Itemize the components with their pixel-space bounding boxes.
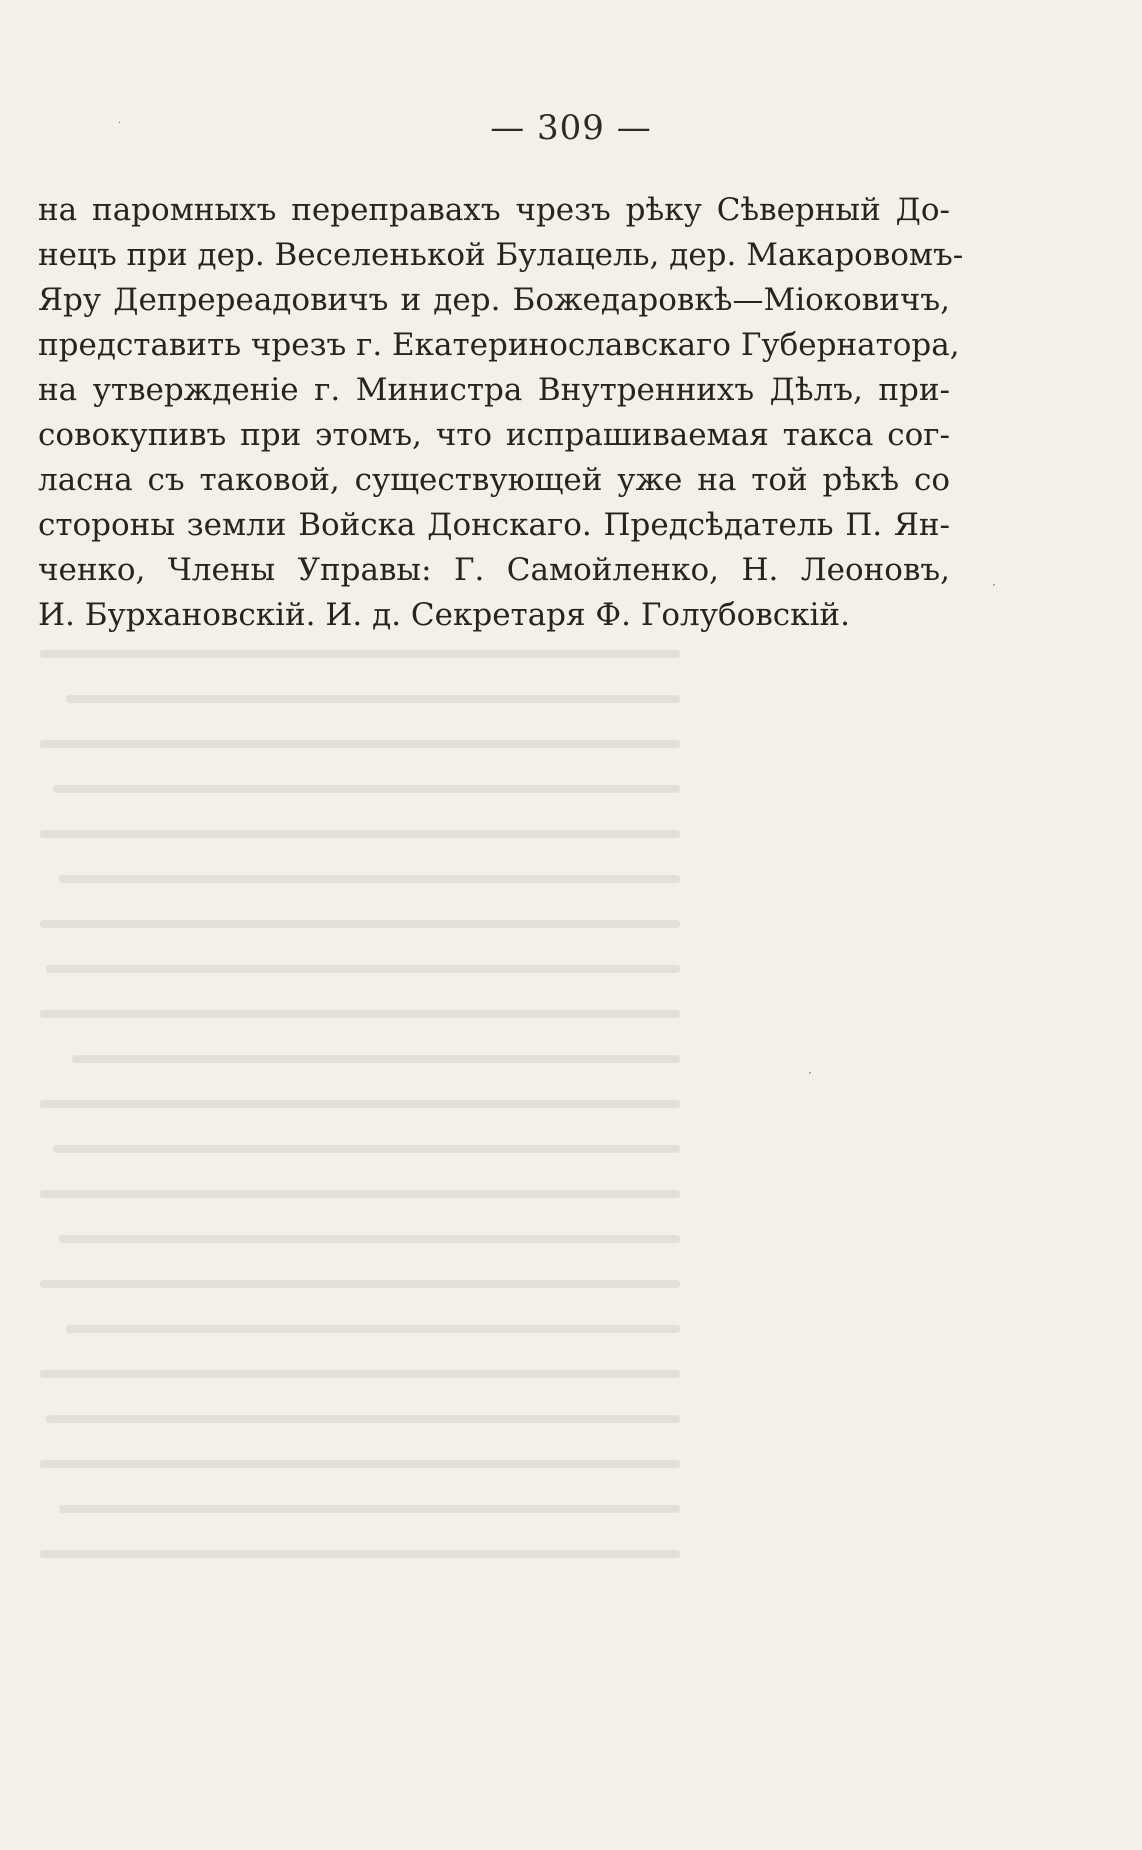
text-line: нецъ при дер. Веселенькой Булацель, дер. Макаровомъ-	[38, 237, 964, 273]
text-line: на паромныхъ переправахъ чрезъ рѣку Сѣверный До-	[38, 192, 950, 228]
text-line: представить чрезъ г. Екатеринославскаго Губернатора,	[38, 327, 960, 363]
paper-speck: ·	[992, 578, 996, 592]
text-line: И. Бурхановскій. И. д. Секретаря Ф. Голубовскій.	[38, 597, 850, 633]
text-line: ласна съ таковой, существующей уже на той рѣкѣ со	[38, 462, 950, 498]
body-text	[38, 188, 964, 638]
page-number: — 309 —	[490, 108, 652, 148]
paper-speck: ·	[118, 118, 122, 129]
text-line: стороны земли Войска Донскаго. Предсѣдатель П. Ян-	[38, 507, 950, 543]
text-line: ченко, Члены Управы: Г. Самойленко, Н. Леоновъ,	[38, 552, 950, 588]
bleed-through-text	[40, 630, 680, 1620]
paper-speck: ·	[808, 1066, 812, 1080]
text-line: совокупивъ при этомъ, что испрашиваемая такса сог-	[38, 417, 950, 453]
text-line: на утвержденіе г. Министра Внутреннихъ Дѣлъ, при-	[38, 372, 950, 408]
text-line: Яру Депререадовичъ и дер. Божедаровкѣ—Міоковичъ,	[38, 282, 950, 318]
